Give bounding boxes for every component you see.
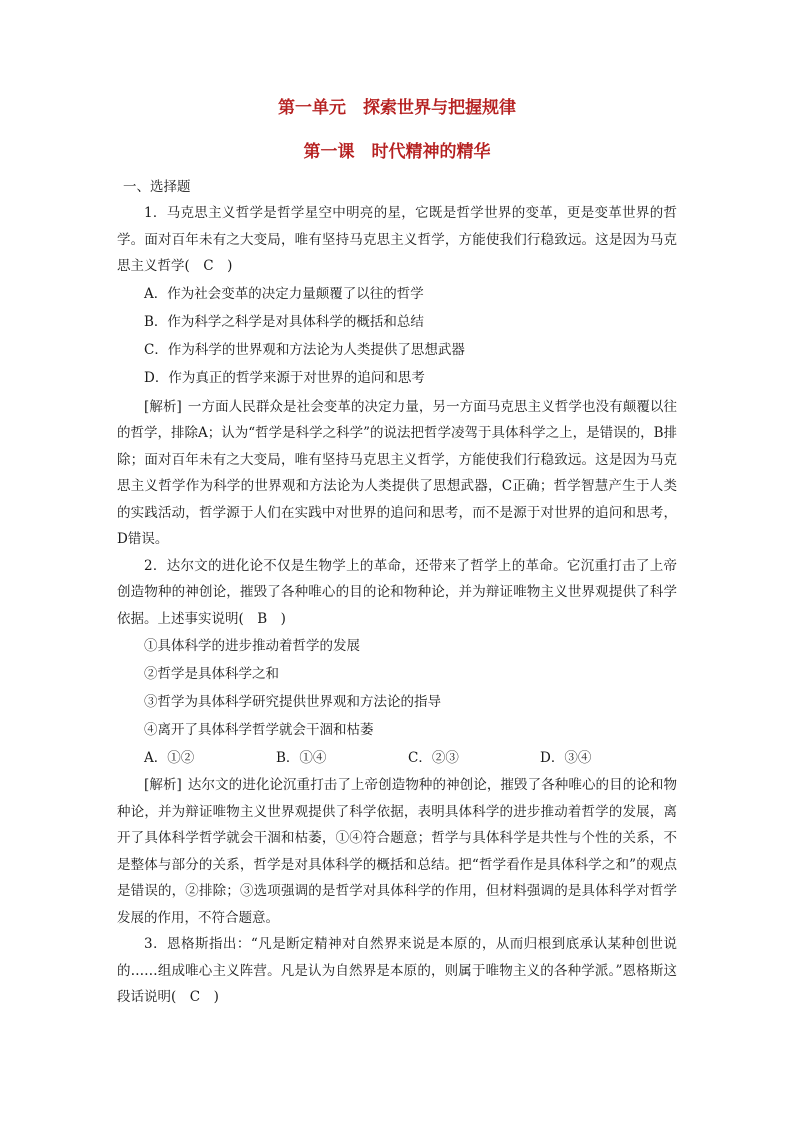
question-2-stem: 2．达尔文的进化论不仅是生物学上的革命，还带来了哲学上的革命。它沉重打击了上帝创造物种的神创论，摧毁了各种唯心的目的论和物种论，并为辩证唯物主义世界观提供了科学依据。上述事实说明( B ) [117,557,677,627]
question-2-analysis [117,772,677,931]
question-2-statement-2: ②哲学是具体科学之和 [144,666,279,682]
document-page [117,92,677,1011]
question-1-analysis [117,394,677,553]
question-1-option-d: D．作为真正的哲学来源于对世界的追问和思考 [144,369,425,386]
analysis-tag: [解析] [144,777,182,793]
question-1 [117,200,677,553]
analysis-text: 一方面人民群众是社会变革的决定力量，另一方面马克思主义哲学也没有颠覆以往的哲学，排除A；认为“哲学是科学之科学”的说法把哲学凌驾于具体科学之上，是错误的，B排除；面对百年未有之大变局，唯有坚持马克思主义哲学，方能使我们行稳致远。这是因为马克思主义哲学作为科学的世界观和方法论为人类提供了思想武器，C正确；哲学智慧产生于人类的实践活动，哲学源于人们在实践中对世界的追问和思考，而不是源于对世界的追问和思考，D错误。 [117,398,677,547]
question-2-choice-c: C．②③ [408,750,459,766]
question-1-option-a: A．作为社会变革的决定力量颠覆了以往的哲学 [144,285,424,302]
question-2-choice-a: A．①② [144,750,195,766]
question-3 [117,931,677,1011]
question-1-option-c: C．作为科学的世界观和方法论为人类提供了思想武器 [144,341,465,358]
question-2 [117,553,677,932]
unit-title: 第一单元 探索世界与把握规律 [278,98,516,118]
analysis-text: 达尔文的进化论沉重打击了上帝创造物种的神创论，摧毁了各种唯心的目的论和物种论，并为辩证唯物主义世界观提供了科学依据，表明具体科学的进步推动着哲学的发展，离开了具体科学哲学就会干涸和枯萎，①④符合题意；哲学与具体科学是共性与个性的关系，不是整体与部分的关系，哲学是对具体科学的概括和总结。把“哲学看作是具体科学之和”的观点是错误的，②排除；③选项强调的是哲学对具体科学的作用，但材料强调的是具体科学对哲学发展的作用，不符合题意。 [117,777,677,926]
question-2-statement-4: ④离开了具体科学哲学就会干涸和枯萎 [144,722,374,738]
question-1-stem: 1．马克思主义哲学是哲学星空中明亮的星，它既是哲学世界的变革，更是变革世界的哲学。面对百年未有之大变局，唯有坚持马克思主义哲学，方能使我们行稳致远。这是因为马克思主义哲学( C ) [117,205,677,274]
question-2-statement-3: ③哲学为具体科学研究提供世界观和方法论的指导 [144,694,441,710]
lesson-title: 第一课 时代精神的精华 [303,142,491,162]
question-2-choice-b: B．①④ [276,750,327,766]
question-2-statement-1: ①具体科学的进步推动着哲学的发展 [144,638,360,654]
question-2-choice-d: D．③④ [540,750,592,766]
section-label: 一、选择题 [123,179,191,195]
question-1-option-b: B．作为科学之科学是对具体科学的概括和总结 [144,313,424,330]
question-2-choices [117,744,677,772]
analysis-tag: [解析] [144,398,182,415]
question-3-stem: 3．恩格斯指出：“凡是断定精神对自然界来说是本原的，从而归根到底承认某种创世说的……组成唯心主义阵营。凡是认为自然界是本原的，则属于唯物主义的各种学派。”恩格斯这段话说明( C ) [117,936,677,1005]
